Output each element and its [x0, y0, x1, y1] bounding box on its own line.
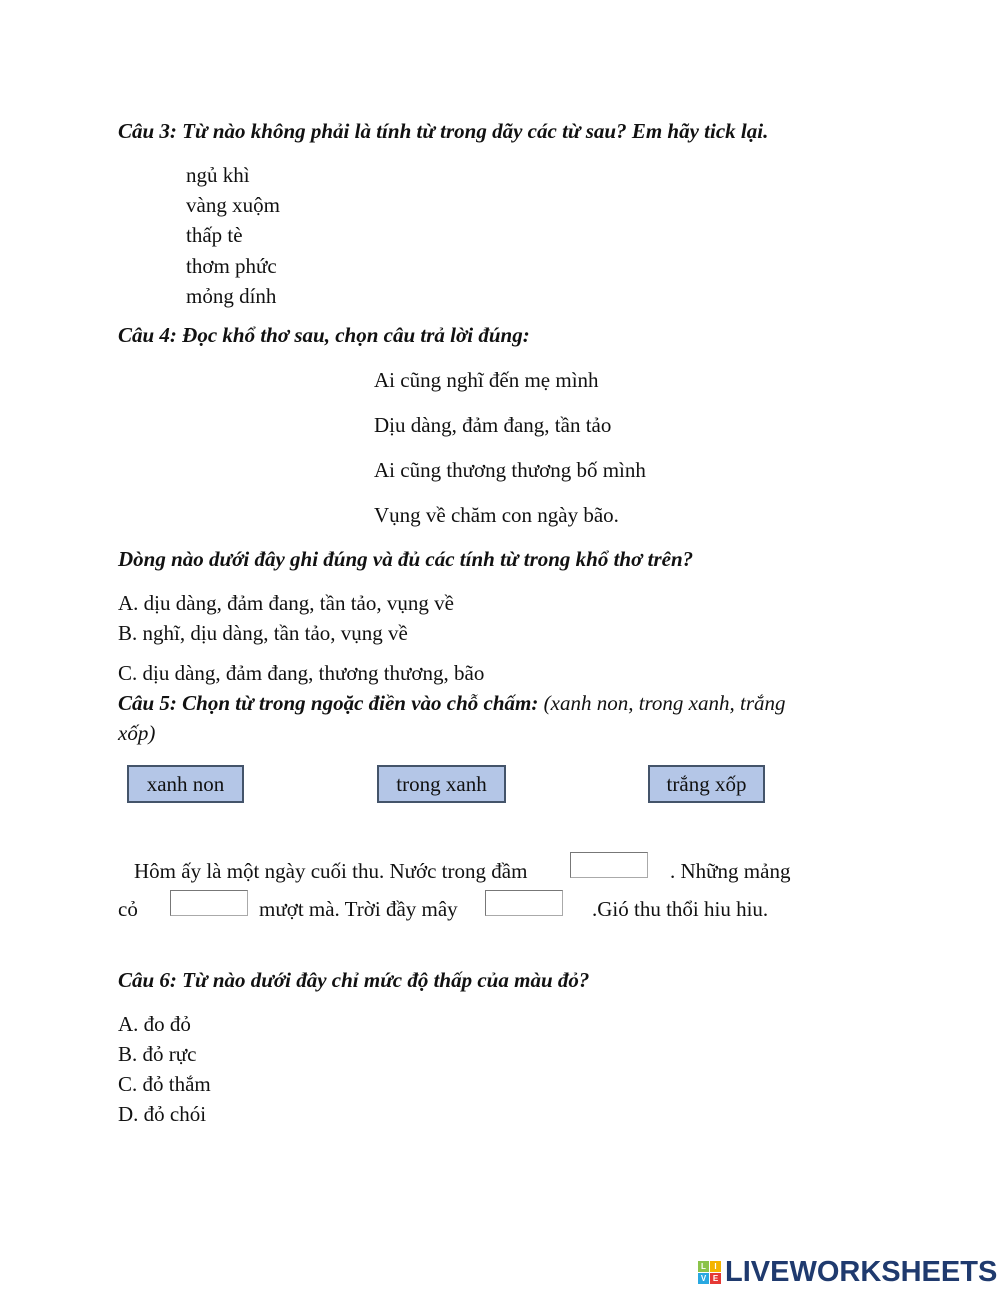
logo-letter: E — [710, 1273, 721, 1284]
question-4-title: Câu 4: Đọc khổ thơ sau, chọn câu trả lời đúng: — [118, 323, 530, 347]
question-5-title-row — [118, 691, 786, 715]
q3-option[interactable]: thơm phức — [186, 254, 277, 278]
logo-letter: I — [710, 1261, 721, 1272]
logo-icon — [698, 1261, 721, 1284]
q3-option[interactable]: mỏng dính — [186, 284, 277, 308]
q3-option[interactable]: thấp tè — [186, 223, 243, 247]
q4-option[interactable]: C. dịu dàng, đảm đang, thương thương, bão — [118, 661, 485, 685]
q3-option[interactable]: ngủ khì — [186, 163, 250, 187]
q6-option[interactable]: C. đỏ thắm — [118, 1072, 211, 1096]
word-chip-trang-xop[interactable]: trắng xốp — [648, 765, 765, 803]
poem-line: Vụng về chăm con ngày bão. — [374, 503, 619, 527]
q6-option[interactable]: B. đỏ rực — [118, 1042, 197, 1066]
q6-option[interactable]: D. đỏ chói — [118, 1102, 207, 1126]
poem-line: Ai cũng nghĩ đến mẹ mình — [374, 368, 599, 392]
fill-text: . Những mảng — [670, 859, 791, 883]
question-4-prompt: Dòng nào dưới đây ghi đúng và đủ các tính từ trong khổ thơ trên? — [118, 547, 694, 571]
word-chip-trong-xanh[interactable]: trong xanh — [377, 765, 506, 803]
question-5-hint: (xanh non, trong xanh, trắng — [543, 691, 786, 715]
drop-blank-2[interactable] — [170, 890, 248, 916]
logo-letter: L — [698, 1261, 709, 1272]
q3-option[interactable]: vàng xuộm — [186, 193, 280, 217]
q4-option[interactable]: B. nghĩ, dịu dàng, tần tảo, vụng về — [118, 621, 408, 645]
word-chip-xanh-non[interactable]: xanh non — [127, 765, 244, 803]
question-3-title: Câu 3: Từ nào không phải là tính từ trong dãy các từ sau? Em hãy tick lại. — [118, 119, 769, 143]
q6-option[interactable]: A. đo đỏ — [118, 1012, 191, 1036]
question-6-title: Câu 6: Từ nào dưới đây chỉ mức độ thấp của màu đỏ? — [118, 968, 590, 992]
liveworksheets-logo — [698, 1256, 997, 1289]
poem-line: Dịu dàng, đảm đang, tần tảo — [374, 413, 612, 437]
fill-text: Hôm ấy là một ngày cuối thu. Nước trong đầm — [134, 859, 528, 883]
drop-blank-3[interactable] — [485, 890, 563, 916]
question-5-hint-cont: xốp) — [118, 721, 156, 745]
fill-text: mượt mà. Trời đầy mây — [259, 897, 458, 921]
drop-blank-1[interactable] — [570, 852, 648, 878]
q4-option[interactable]: A. dịu dàng, đảm đang, tần tảo, vụng về — [118, 591, 454, 615]
fill-text: .Gió thu thổi hiu hiu. — [592, 897, 769, 921]
fill-text: cỏ — [118, 897, 138, 921]
logo-text: LIVEWORKSHEETS — [725, 1256, 998, 1288]
poem-line: Ai cũng thương thương bố mình — [374, 458, 646, 482]
logo-letter: V — [698, 1273, 709, 1284]
question-5-title: Câu 5: Chọn từ trong ngoặc điền vào chỗ chấm: — [118, 691, 539, 715]
